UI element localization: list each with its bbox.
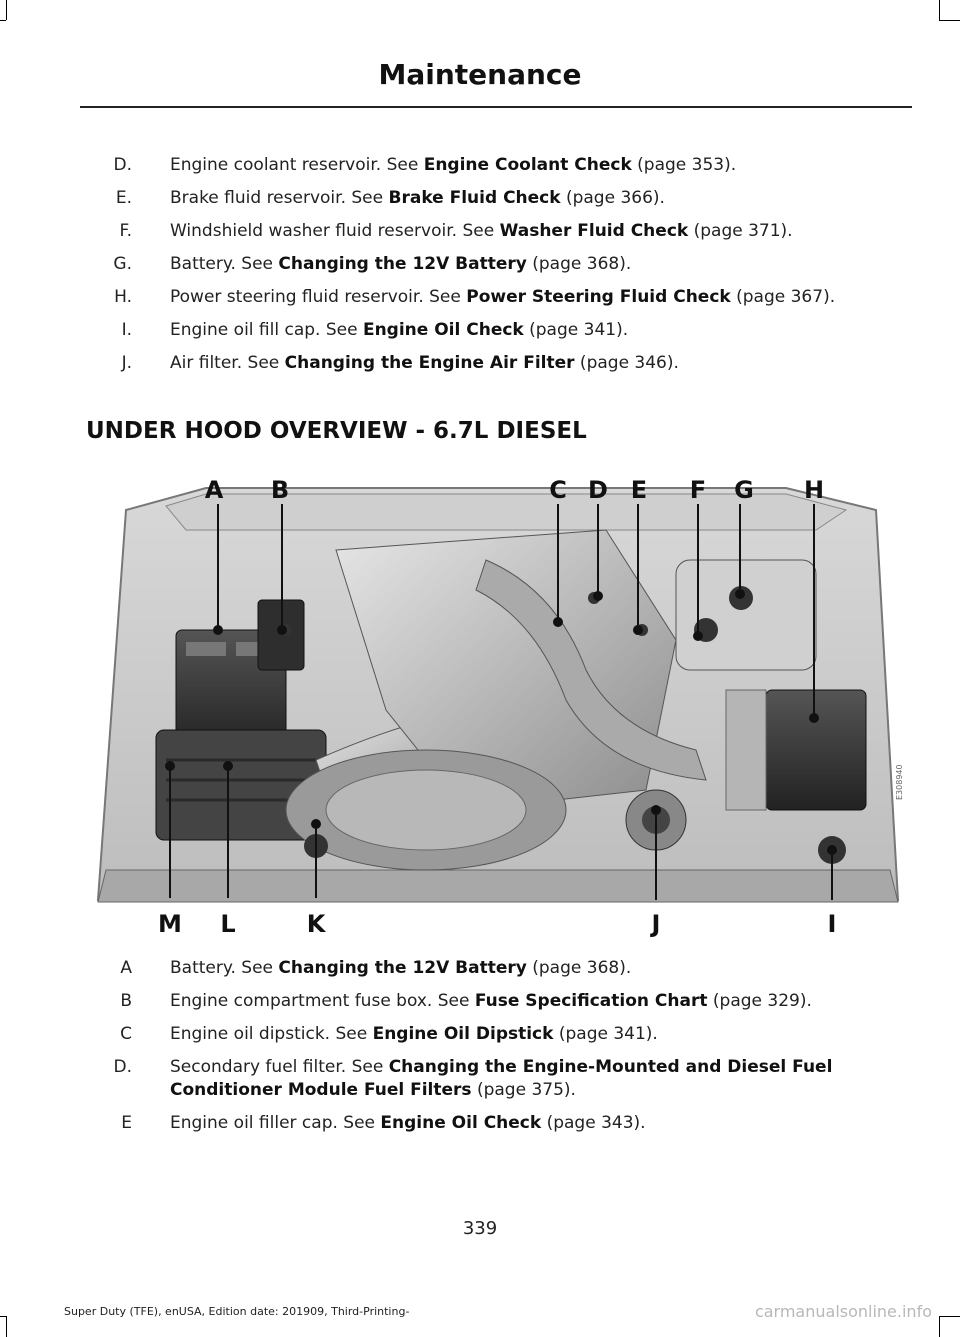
page-reference: (page 341). (523, 320, 629, 340)
callout-label-a: A (204, 476, 224, 504)
item-label: H. (114, 287, 132, 307)
page-reference: (page 366). (560, 188, 665, 208)
item-label: A (120, 958, 132, 978)
cross-reference-link[interactable]: Engine Coolant Check (423, 155, 632, 175)
item-label: J. (121, 353, 132, 373)
item-text: Battery. See (170, 958, 279, 978)
item-text: Engine compartment fuse box. See (170, 991, 475, 1011)
list-item (86, 154, 916, 177)
legend-list (86, 957, 916, 1145)
item-text: Power steering fluid reservoir. See (170, 287, 467, 307)
crop-mark (939, 1316, 940, 1337)
callout-label-b: B (270, 476, 290, 504)
callout-label-g: G (734, 476, 754, 504)
callout-label-c: C (549, 476, 567, 504)
item-label: B (120, 991, 132, 1011)
list-item (86, 1112, 916, 1135)
list-item (86, 220, 916, 243)
under-hood-figure (86, 470, 910, 950)
crop-mark (0, 20, 6, 21)
item-label: E. (115, 188, 132, 208)
item-text: Engine oil dipstick. See (170, 1024, 373, 1044)
cross-reference-link[interactable]: Engine Oil Check (380, 1113, 542, 1133)
list-item (86, 253, 916, 276)
callout-label-j: J (651, 910, 661, 938)
item-text: Air filter. See (170, 353, 285, 373)
cross-reference-link[interactable]: Changing the Engine-Mounted and Diesel Fuel Conditioner Module Fuel Filters (170, 1057, 833, 1100)
item-label: E (121, 1113, 132, 1133)
page-header-title: Maintenance (378, 58, 582, 91)
crop-mark (939, 0, 940, 20)
item-text: Engine oil filler cap. See (170, 1113, 381, 1133)
footer-edition-text: Super Duty (TFE), enUSA, Edition date: 201909, Third-Printing- (64, 1305, 410, 1318)
crop-mark (939, 20, 960, 21)
callout-label-k: K (306, 910, 326, 938)
crop-mark (6, 0, 7, 20)
callout-label-e: E (630, 476, 648, 504)
cross-reference-link[interactable]: Brake Fluid Check (388, 188, 561, 208)
crop-mark (6, 1316, 7, 1337)
item-label: F. (119, 221, 132, 241)
battery-h (766, 690, 866, 810)
item-label: I. (121, 320, 132, 340)
item-text: Engine coolant reservoir. See (170, 155, 424, 175)
item-text: Engine oil fill cap. See (170, 320, 363, 340)
list-item (86, 1056, 916, 1102)
page-reference: (page 371). (688, 221, 793, 241)
cross-reference-link[interactable]: Changing the 12V Battery (278, 254, 527, 274)
header-rule (80, 106, 912, 108)
page-reference: (page 343). (541, 1113, 646, 1133)
watermark: carmanualsonline.info (754, 1302, 932, 1321)
callout-label-l: L (220, 910, 236, 938)
charge-air-cooler (726, 690, 766, 810)
page-reference: (page 329). (707, 991, 812, 1011)
item-text: Windshield washer fluid reservoir. See (170, 221, 500, 241)
page-reference: (page 341). (553, 1024, 658, 1044)
list-item (86, 957, 916, 980)
page-reference: (page 367). (730, 287, 836, 307)
item-label: C (120, 1024, 132, 1044)
callout-label-d: D (588, 476, 608, 504)
bottom-callout-labels (158, 910, 836, 938)
page-reference: (page 368). (526, 254, 632, 274)
list-item (86, 286, 916, 309)
item-text: Battery. See (170, 254, 279, 274)
page-reference: (page 346). (574, 353, 679, 373)
item-text: Brake fluid reservoir. See (170, 188, 389, 208)
item-text: Secondary fuel filter. See (170, 1057, 389, 1077)
callout-label-f: F (689, 476, 707, 504)
cross-reference-link[interactable]: Changing the Engine Air Filter (284, 353, 575, 373)
top-item-list (86, 154, 916, 385)
list-item (86, 990, 916, 1013)
list-item (86, 319, 916, 342)
list-item (86, 1023, 916, 1046)
callout-label-m: M (158, 910, 182, 938)
list-item (86, 352, 916, 375)
cross-reference-link[interactable]: Fuse Specification Chart (474, 991, 708, 1011)
item-label: D. (113, 1057, 132, 1077)
cross-reference-link[interactable]: Power Steering Fluid Check (466, 287, 731, 307)
page-reference: (page 375). (471, 1080, 576, 1100)
item-label: G. (113, 254, 132, 274)
cross-reference-link[interactable]: Changing the 12V Battery (278, 958, 527, 978)
page-reference: (page 353). (631, 155, 737, 175)
callout-label-h: H (803, 476, 825, 504)
figure-code: E308940 (895, 764, 904, 800)
section-heading: UNDER HOOD OVERVIEW - 6.7L DIESEL (86, 418, 587, 444)
crop-mark (939, 1316, 960, 1317)
cross-reference-link[interactable]: Engine Oil Dipstick (372, 1024, 554, 1044)
page-reference: (page 368). (526, 958, 632, 978)
cross-reference-link[interactable]: Washer Fluid Check (499, 221, 689, 241)
item-label: D. (113, 155, 132, 175)
engine-bay-illustration (86, 470, 910, 950)
list-item (86, 187, 916, 210)
radiator-support (98, 870, 898, 902)
cross-reference-link[interactable]: Engine Oil Check (362, 320, 524, 340)
callout-label-i: I (827, 910, 837, 938)
page-number: 339 (462, 1218, 498, 1239)
